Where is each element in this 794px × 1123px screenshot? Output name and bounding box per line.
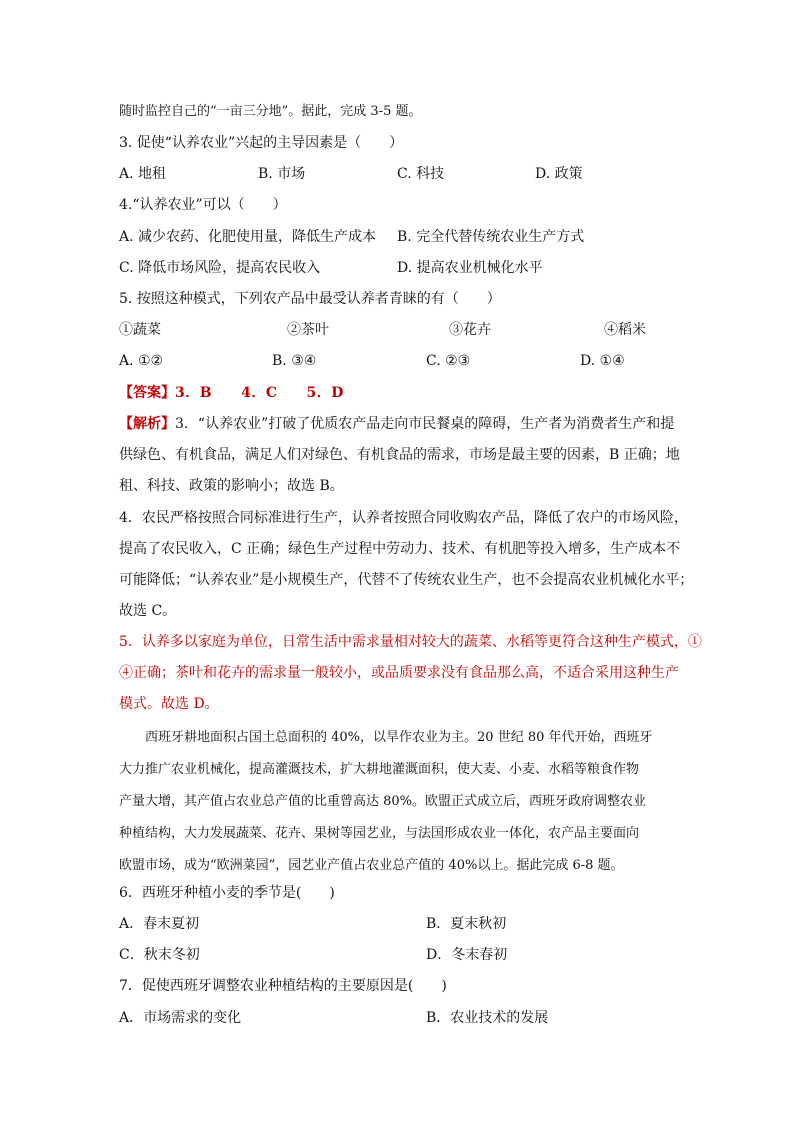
q7-option-a: A．市场需求的变化	[119, 1010, 242, 1026]
passage2-line-3: 产量大增，其产值占农业总产值的比重曾高达 80%。欧盟正式成立后，西班牙政府调整农业	[119, 794, 647, 809]
analysis-4-line-3: 可能降低；“认养农业”是小规模生产，代替不了传统农业生产，也不会提高农业机械化水平；	[119, 572, 694, 588]
analysis-4-line-1: 4．农民严格按照合同标准进行生产，认养者按照合同收购农产品，降低了农户的市场风险，	[119, 510, 688, 526]
analysis-3-text-1: 3．“认养农业”打破了优质农产品走向市民餐桌的障碍，生产者为消费者生产和提	[175, 416, 675, 432]
q5-item-1: ①蔬菜	[119, 322, 161, 338]
analysis-5-line-1: 5．认养多以家庭为单位，日常生活中需求量相对较大的蔬菜、水稻等更符合这种生产模式，①	[119, 634, 702, 650]
q6-option-d: D．冬末春初	[426, 947, 508, 963]
q6-option-c: C．秋末冬初	[119, 947, 200, 963]
analysis-3-line-3: 租、科技、政策的影响小；故选 B。	[119, 478, 344, 494]
q5-option-b: B. ③④	[272, 353, 317, 369]
passage-tail: 随时监控自己的“一亩三分地”。据此，完成 3-5 题。	[119, 104, 422, 119]
passage2-line-2: 大力推广农业机械化，提高灌溉技术，扩大耕地灌溉面积，使大麦、小麦、水稻等粮食作物	[119, 762, 640, 777]
analysis-3-line-1	[119, 415, 674, 433]
analysis-4-line-2: 提高了农民收入，C 正确；绿色生产过程中劳动力、技术、有机肥等投入增多，生产成本不	[119, 541, 681, 557]
analysis-3-line-2: 供绿色、有机食品，满足人们对绿色、有机食品的需求，市场是最主要的因素，B 正确；地	[119, 447, 680, 463]
analysis-5-line-2: ④正确；茶叶和花卉的需求量一般较小，或品质要求没有食品那么高，不适合采用这种生产	[119, 665, 679, 681]
q5-option-a: A. ①②	[119, 353, 164, 369]
question-4-stem: 4.“认养农业”可以（ ）	[119, 197, 287, 213]
answer-values: 3．B 4．C 5．D	[175, 385, 344, 401]
answer-line	[119, 384, 344, 402]
q5-option-c: C. ②③	[426, 353, 471, 369]
passage2-line-4: 种植结构，大力发展蔬菜、花卉、果树等园艺业，与法国形成农业一体化，农产品主要面向	[119, 826, 640, 841]
q4-option-d: D. 提高农业机械化水平	[397, 260, 543, 276]
q4-option-c: C. 降低市场风险，提高农民收入	[119, 260, 321, 276]
analysis-5-line-3: 模式。故选 D。	[119, 696, 219, 712]
q5-option-d: D. ①④	[580, 353, 625, 369]
question-3-stem: 3. 促使“认养农业”兴起的主导因素是（ ）	[119, 135, 404, 151]
answer-label: 【答案】	[119, 385, 175, 401]
q3-option-b: B. 市场	[258, 166, 306, 182]
q5-item-4: ④稻米	[604, 322, 646, 338]
q6-option-b: B．夏末秋初	[426, 916, 507, 932]
q3-option-d: D. 政策	[535, 166, 583, 182]
question-6-stem: 6．西班牙种植小麦的季节是( )	[119, 885, 335, 901]
q4-option-a: A. 减少农药、化肥使用量，降低生产成本	[119, 229, 377, 245]
q3-option-c: C. 科技	[397, 166, 445, 182]
passage2-line-5: 欧盟市场，成为“欧洲菜园”，园艺业产值占农业总产值的 40%以上。据此完成 6-8 题。	[119, 858, 624, 873]
analysis-label: 【解析】	[119, 416, 175, 432]
analysis-4-line-4: 故选 C。	[119, 603, 177, 619]
q3-option-a: A. 地租	[119, 166, 167, 182]
q5-item-2: ②茶叶	[287, 322, 329, 338]
q7-option-b: B．农业技术的发展	[426, 1010, 549, 1026]
q4-option-b: B. 完全代替传统农业生产方式	[397, 229, 585, 245]
q6-option-a: A．春末夏初	[119, 916, 200, 932]
passage2-line-1: 西班牙耕地面积占国土总面积的 40%，以旱作农业为主。20 世纪 80 年代开始，西班牙	[119, 730, 653, 745]
question-7-stem: 7．促使西班牙调整农业种植结构的主要原因是( )	[119, 978, 447, 994]
question-5-stem: 5. 按照这种模式，下列农产品中最受认养者青睐的有（ ）	[119, 291, 501, 307]
q5-item-3: ③花卉	[449, 322, 491, 338]
